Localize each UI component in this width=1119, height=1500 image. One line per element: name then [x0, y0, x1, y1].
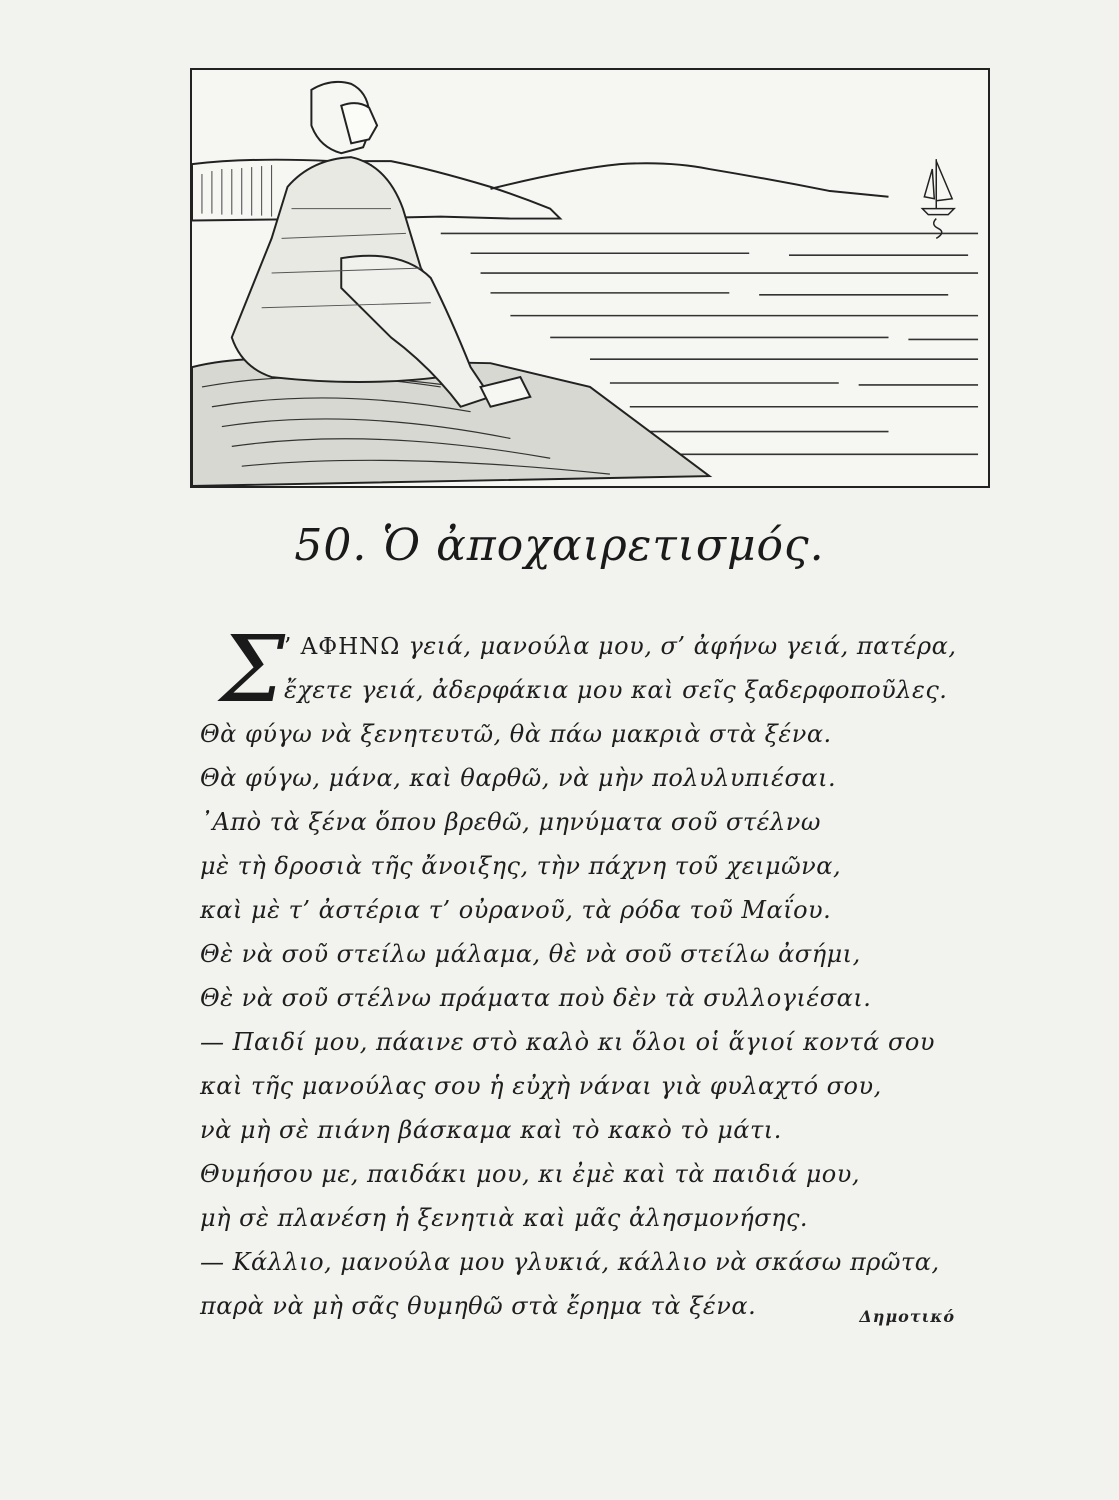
drop-cap: Σ [220, 616, 286, 723]
poem-line: Θὰ φύγω, μάνα, καὶ θαρθῶ, νὰ μὴν πολυλυπιέσαι. [200, 764, 837, 792]
poem-line: ἔχετε γειά, ἀδερφάκια μου καὶ σεῖς ξαδερφοποῦλες. [284, 676, 948, 704]
poem-line: ᾿Απὸ τὰ ξένα ὅπου βρεθῶ, μηνύματα σοῦ στέλνω [200, 808, 821, 836]
poem-line: μὴ σὲ πλανέση ἡ ξενητιὰ καὶ μᾶς ἀλησμονήσης. [200, 1204, 809, 1232]
illustration-woman-by-sea [190, 68, 990, 488]
poem-line: — Παιδί μου, πάαινε στὸ καλὸ κι ὅλοι οἱ ἅγιοί κοντά σου [200, 1028, 935, 1056]
poem-line: — Κάλλιο, μανούλα μου γλυκιά, κάλλιο νὰ σκάσω πρῶτα, [200, 1248, 940, 1276]
poem-line: Θυμήσου με, παιδάκι μου, κι ἐμὲ καὶ τὰ παιδιά μου, [200, 1160, 860, 1188]
poem-line: καὶ τῆς μανούλας σου ἡ εὐχὴ νάναι γιὰ φυλαχτό σου, [200, 1072, 882, 1100]
poem-line: παρὰ νὰ μὴ σᾶς θυμηθῶ στὰ ἔρημα τὰ ξένα. [200, 1292, 757, 1320]
illustration-drawing [192, 70, 988, 486]
poem-line: Θὰ φύγω νὰ ξενητευτῶ, θὰ πάω μακριὰ στὰ ξένα. [200, 720, 832, 748]
poem-source: Δημοτικό [859, 1307, 955, 1326]
poem-line: μὲ τὴ δροσιὰ τῆς ἄνοιξης, τὴν πάχνη τοῦ χειμῶνα, [200, 852, 842, 880]
poem-line: καὶ μὲ τ’ ἀστέρια τ’ οὐρανοῦ, τὰ ρόδα τοῦ Μαΐου. [200, 896, 832, 924]
poem-line: Θὲ νὰ σοῦ στείλω μάλαμα, θὲ νὰ σοῦ στείλω ἀσήμι, [200, 940, 861, 968]
poem-title: 50. Ὁ ἀποχαιρετισμός. [294, 520, 825, 571]
poem-line: Θὲ νὰ σοῦ στέλνω πράματα ποὺ δὲν τὰ συλλογιέσαι. [200, 984, 872, 1012]
poem-line-1 [284, 632, 956, 660]
poem-line: νὰ μὴ σὲ πιάνη βάσκαμα καὶ τὸ κακὸ τὸ μάτι. [200, 1116, 782, 1144]
first-line-rest: γειά, μανούλα μου, σ’ ἀφήνω γειά, πατέρα, [400, 632, 957, 660]
first-line-caps: ’ ΑΦΗΝΩ [284, 634, 401, 660]
